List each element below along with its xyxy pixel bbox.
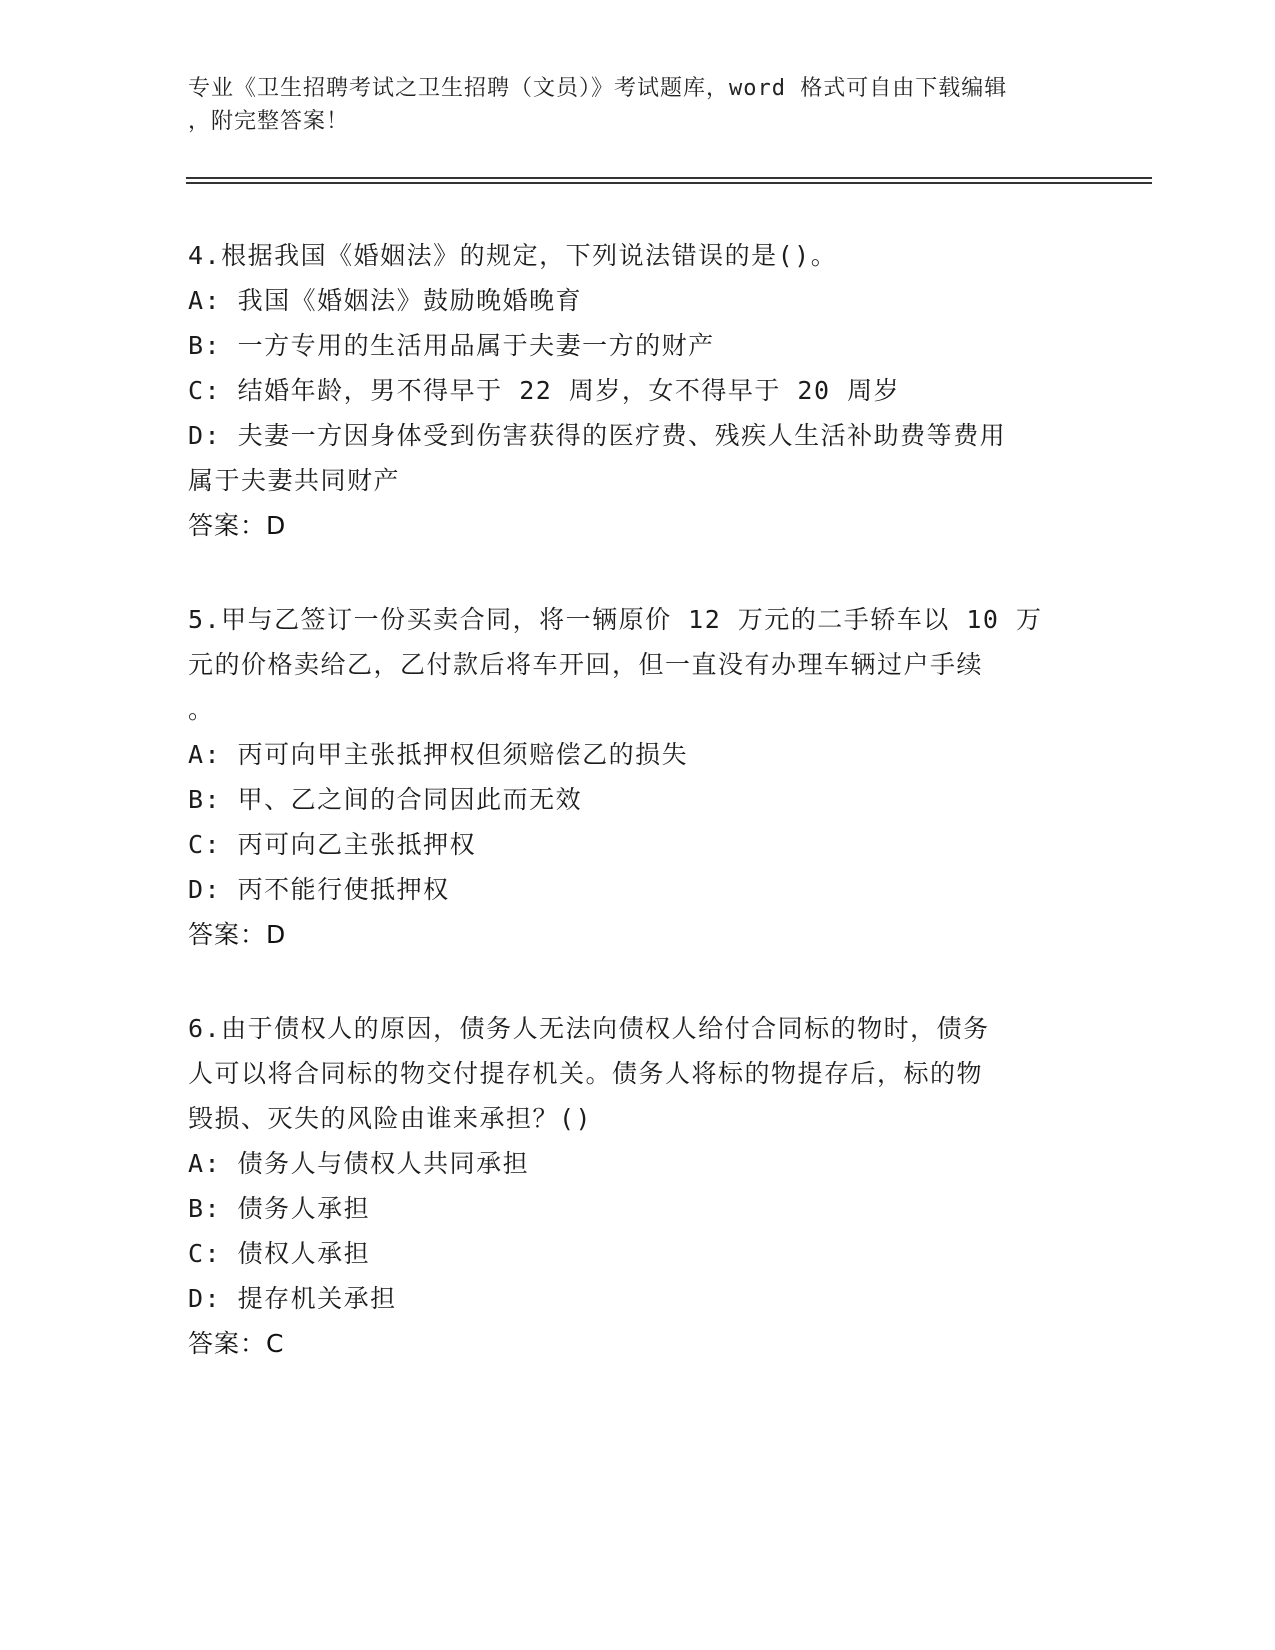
intro-line-1: 专业《卫生招聘考试之卫生招聘（文员）》考试题库，word 格式可自由下载编辑: [188, 76, 1008, 101]
question-5: [188, 597, 1068, 957]
answer-label: 答案：D: [188, 511, 287, 540]
option-c: C: 结婚年龄，男不得早于 22 周岁，女不得早于 20 周岁: [188, 376, 901, 405]
option-c: C: 债权人承担: [188, 1239, 371, 1268]
document-intro: [188, 72, 1068, 138]
question-stem-line: 毁损、灭失的风险由谁来承担？(): [188, 1104, 593, 1133]
option-a: A: 丙可向甲主张抵押权但须赔偿乙的损失: [188, 740, 689, 769]
question-stem-line: 5.甲与乙签订一份买卖合同，将一辆原价 12 万元的二手轿车以 10 万: [188, 605, 1043, 634]
question-6: [188, 1006, 1068, 1366]
intro-line-2: ，附完整答案！: [188, 109, 350, 134]
question-stem-line: 6.由于债权人的原因，债务人无法向债权人给付合同标的物时，债务: [188, 1014, 990, 1043]
question-stem-line: 人可以将合同标的物交付提存机关。债务人将标的物提存后，标的物: [188, 1059, 984, 1088]
question-stem-line: 。: [188, 695, 215, 724]
option-d-continued: 属于夫妻共同财产: [188, 466, 401, 495]
header-divider-bottom: [186, 182, 1152, 184]
answer-label: 答案：D: [188, 920, 287, 949]
option-d: D: 夫妻一方因身体受到伤害获得的医疗费、残疾人生活补助费等费用: [188, 421, 1007, 450]
answer-label: 答案：C: [188, 1329, 285, 1358]
option-a: A: 债务人与债权人共同承担: [188, 1149, 530, 1178]
option-b: B: 债务人承担: [188, 1194, 371, 1223]
header-divider-top: [186, 177, 1152, 179]
option-b: B: 一方专用的生活用品属于夫妻一方的财产: [188, 331, 715, 360]
option-c: C: 丙可向乙主张抵押权: [188, 830, 477, 859]
option-b: B: 甲、乙之间的合同因此而无效: [188, 785, 583, 814]
question-stem-line: 4.根据我国《婚姻法》的规定，下列说法错误的是()。: [188, 241, 838, 270]
option-d: D: 丙不能行使抵押权: [188, 875, 450, 904]
option-a: A: 我国《婚姻法》鼓励晚婚晚育: [188, 286, 583, 315]
question-stem-line: 元的价格卖给乙，乙付款后将车开回，但一直没有办理车辆过户手续: [188, 650, 984, 679]
question-4: [188, 233, 1068, 548]
option-d: D: 提存机关承担: [188, 1284, 397, 1313]
